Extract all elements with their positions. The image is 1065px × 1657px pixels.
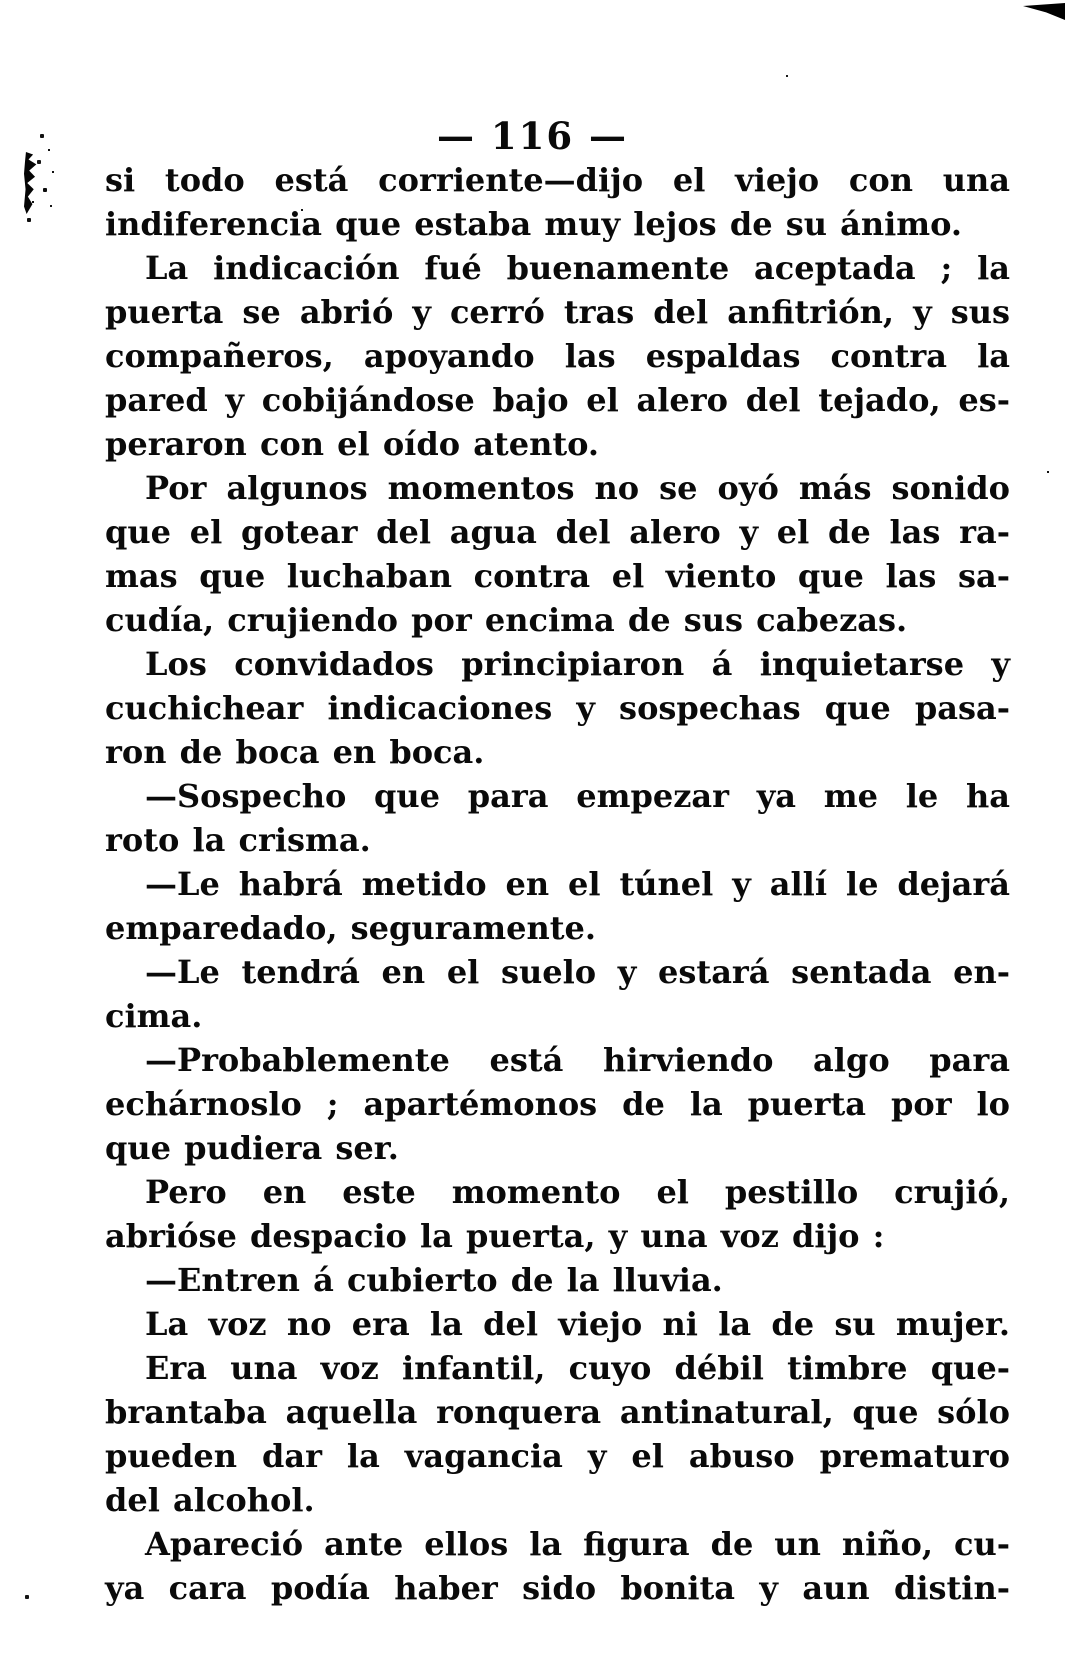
text-line: Era una voz infantil, cuyo débil timbre que- [145,1349,1010,1387]
text-line: del alcohol. [105,1481,315,1519]
text-line: peraron con el oído atento. [105,425,600,463]
text-line: —Entren á cubierto de la lluvia. [145,1261,723,1299]
text-line: ya cara podía haber sido bonita y aun distin- [105,1569,1010,1607]
text-line: indiferencia que estaba muy lejos de su ánimo. [105,205,963,243]
text-line: brantaba aquella ronquera antinatural, que sólo [105,1393,1010,1431]
text-line: —Le habrá metido en el túnel y allí le dejará [145,865,1010,903]
text-line: Pero en este momento el pestillo crujió, [145,1173,1010,1211]
text-line: ron de boca en boca. [105,733,485,771]
text-line: pueden dar la vagancia y el abuso prematuro [105,1437,1010,1475]
text-line: emparedado, seguramente. [105,909,597,947]
text-line: cudía, crujiendo por encima de sus cabezas. [105,601,908,639]
scan-corner-mark [1023,3,1065,20]
text-line: que pudiera ser. [105,1129,399,1167]
page-number: — 116 — [437,114,628,158]
text-line: compañeros, apoyando las espaldas contra la [105,337,1010,375]
text-line: cuchichear indicaciones y sospechas que pasa- [105,689,1010,727]
text-line: La indicación fué buenamente aceptada ; la [145,249,1010,287]
text-line: Apareció ante ellos la figura de un niño, cu- [145,1525,1010,1563]
text-line: —Le tendrá en el suelo y estará sentada en- [145,953,1010,991]
dust-specks [25,1595,29,1599]
text-line: Por algunos momentos no se oyó más sonido [145,469,1010,507]
text-line: —Sospecho que para empezar ya me le ha [145,777,1010,815]
text-line: mas que luchaban contra el viento que las sa- [105,557,1010,595]
text-line: roto la crisma. [105,821,371,859]
text-line: Los convidados principiaron á inquietarse y [145,645,1010,683]
ink-smudge [24,152,37,214]
text-line: La voz no era la del viejo ni la de su mujer. [145,1305,1010,1343]
text-line: que el gotear del agua del alero y el de las ra- [105,513,1010,551]
text-line: abrióse despacio la puerta, y una voz dijo : [105,1217,885,1255]
text-line: puerta se abrió y cerró tras del anfitrión, y sus [105,293,1010,331]
text-line: —Probablemente está hirviendo algo para [145,1041,1010,1079]
text-line: pared y cobijándose bajo el alero del tejado, es- [105,381,1010,419]
text-line: cima. [105,997,203,1035]
text-line: si todo está corriente—dijo el viejo con una [105,161,1010,199]
text-line: echárnoslo ; apartémonos de la puerta por lo [105,1085,1010,1123]
body-text [105,158,1010,1610]
